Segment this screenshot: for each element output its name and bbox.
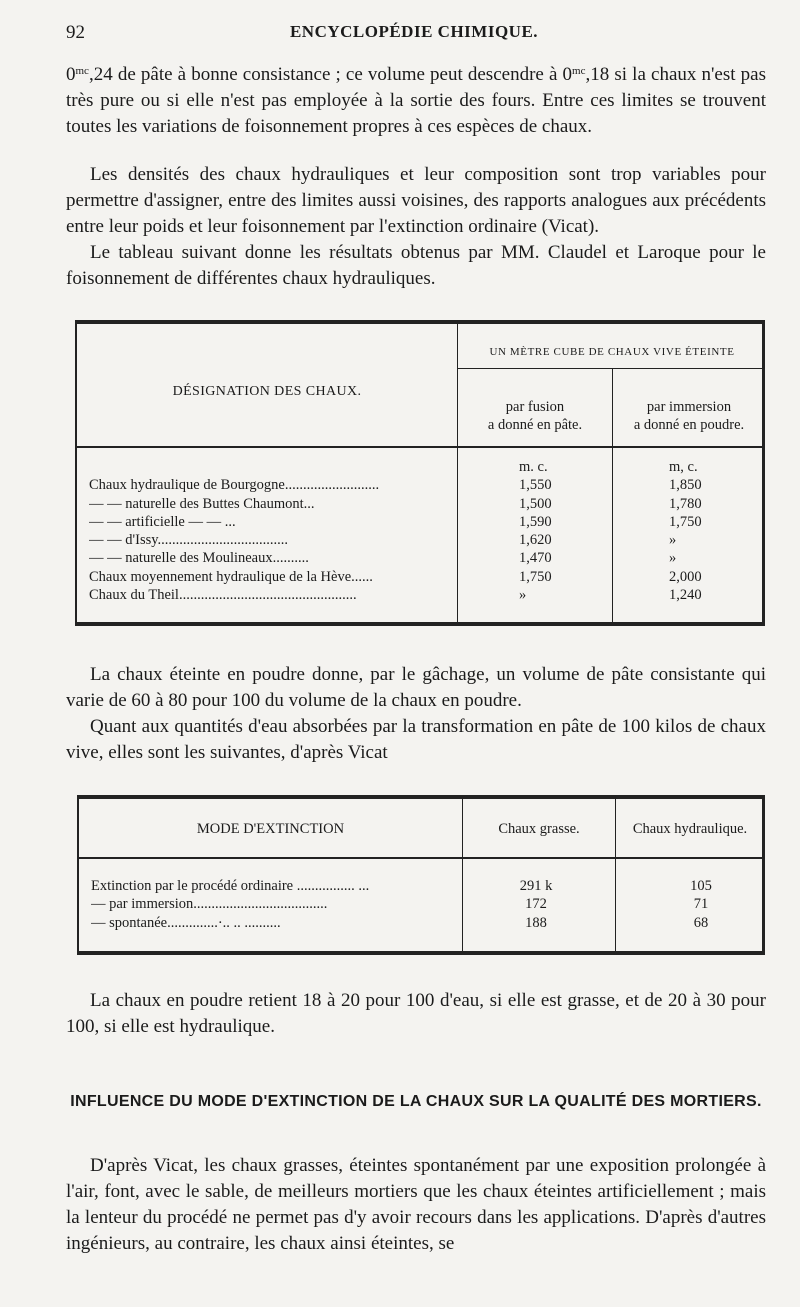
cell-grasse: 291 k (519, 878, 553, 894)
table1-header-fusion: par fusion a donné en pâte. (487, 399, 583, 433)
cell-designation: — — artificielle — — ... (89, 513, 236, 530)
paragraph-5: Quant aux quantités d'eau absorbées par la transformation en pâte de 100 kilos de chaux vive, elles sont les suivantes, d'après Vicat (66, 716, 766, 763)
cell-immersion: 1,750 (669, 513, 702, 530)
table-row (89, 531, 769, 549)
paragraph-3: Le tableau suivant donne les résultats obtenus par MM. Claudel et Laroque pour le foisonnement de différentes chaux hydrauliques. (66, 242, 766, 289)
table-row (89, 513, 769, 531)
cell-hydraulique: 68 (693, 914, 709, 931)
cell-immersion: 2,000 (669, 568, 702, 585)
table1-group-rule (457, 368, 762, 369)
table-row (89, 568, 769, 586)
table2-header-rule (79, 857, 762, 859)
paragraph-1 (66, 58, 766, 140)
cell-designation: Chaux hydraulique de Bourgogne.......................... (89, 477, 380, 494)
cell-fusion: 1,750 (519, 568, 552, 585)
table-row (89, 495, 769, 513)
table-row (91, 914, 771, 932)
table1-header-rule (77, 446, 762, 448)
table2-header-grasse: Chaux grasse. (498, 821, 580, 837)
section-title: INFLUENCE DU MODE D'EXTINCTION DE LA CHAUX SUR LA QUALITÉ DES MORTIERS. (70, 1093, 762, 1110)
p1-unit-sup-2: mc (572, 65, 586, 77)
table2-header-hydraulique: Chaux hydraulique. (632, 821, 748, 837)
table1-header-immersion: par immersion a donné en poudre. (633, 399, 745, 433)
cell-fusion: 1,620 (519, 532, 552, 549)
cell-fusion: 1,550 (519, 477, 552, 494)
table-row (89, 458, 769, 476)
table-row (89, 476, 769, 494)
table-row (91, 895, 771, 913)
cell-designation: — — naturelle des Moulineaux.......... (89, 550, 309, 567)
table-row (89, 549, 769, 567)
p1-text-rest: ,18 si la chaux n'est pas très pure ou si elle n'est pas employée à la sortie des fours. Entre ces limites se trouvent toutes les variations de foisonnement propres à ces espèces de chaux. (66, 64, 766, 137)
cell-mode: — spontanée..............·.. .. .......... (91, 914, 281, 931)
cell-fusion: m. c. (519, 459, 548, 475)
table2-header-mode: MODE D'EXTINCTION (196, 821, 345, 837)
cell-hydraulique: 71 (693, 896, 709, 913)
cell-immersion: » (669, 550, 677, 567)
table1-body (89, 458, 769, 604)
table2-body (91, 877, 771, 932)
cell-fusion: 1,500 (519, 495, 552, 512)
cell-fusion: 1,470 (519, 550, 552, 567)
paragraph-6: La chaux en poudre retient 18 à 20 pour 100 d'eau, si elle est grasse, et de 20 à 30 pour 100, si elle est hydraulique. (66, 990, 766, 1037)
cell-mode: Extinction par le procédé ordinaire ................ ... (91, 878, 370, 894)
running-header (66, 22, 762, 48)
p1-text-mid: ,24 de pâte à bonne consistance ; ce volume peut descendre à 0 (88, 64, 573, 85)
table1-header-group: UN MÈTRE CUBE DE CHAUX VIVE ÉTEINTE (489, 346, 735, 358)
table-row (89, 586, 769, 604)
table-row (91, 877, 771, 895)
cell-designation: — — d'Issy.................................... (89, 532, 289, 549)
cell-hydraulique: 105 (690, 878, 712, 894)
cell-immersion: 1,780 (669, 495, 702, 512)
cell-fusion: 1,590 (519, 513, 552, 530)
p1-value-1: 0 (66, 64, 76, 85)
paragraph-4: La chaux éteinte en poudre donne, par le gâchage, un volume de pâte consistante qui varie de 60 à 80 pour 100 du volume de la chaux en poudre. (66, 664, 766, 711)
cell-designation: — — naturelle des Buttes Chaumont... (89, 495, 315, 512)
table1-header-designation: DÉSIGNATION DES CHAUX. (172, 384, 362, 399)
paragraph-7: D'après Vicat, les chaux grasses, éteintes spontanément par une exposition prolongée à l'air, font, avec le sable, de meilleurs mortiers que les chaux éteintes artificiellement ; mais la lenteur du procédé ne permet pas d'y avoir recours dans les applications. D'après d'autres ingénieurs, au contraire, les chaux ainsi éteintes, se (66, 1155, 766, 1254)
cell-immersion: 1,240 (669, 587, 702, 604)
p1-unit-sup-1: mc (75, 65, 89, 77)
cell-grasse: 188 (525, 914, 547, 931)
cell-immersion: » (669, 532, 677, 549)
cell-mode: — par immersion..................................... (91, 896, 328, 913)
cell-designation: Chaux du Theil................................................. (89, 587, 357, 604)
cell-immersion: 1,850 (669, 477, 702, 494)
cell-immersion: m, c. (669, 459, 698, 475)
cell-designation: Chaux moyennement hydraulique de la Hève...... (89, 568, 373, 585)
page-number: 92 (66, 22, 85, 43)
paragraph-2: Les densités des chaux hydrauliques et leur composition sont trop variables pour permettre d'assigner, entre des limites aussi voisines, des rapports analogues aux précédents entre leur poids et leur foisonnement par l'extinction ordinaire (Vicat). (66, 164, 766, 237)
running-title: ENCYCLOPÉDIE CHIMIQUE. (289, 22, 539, 41)
cell-grasse: 172 (525, 896, 547, 913)
cell-fusion: » (519, 587, 527, 604)
foisonnement-table (75, 320, 765, 626)
water-absorption-table (77, 795, 765, 955)
